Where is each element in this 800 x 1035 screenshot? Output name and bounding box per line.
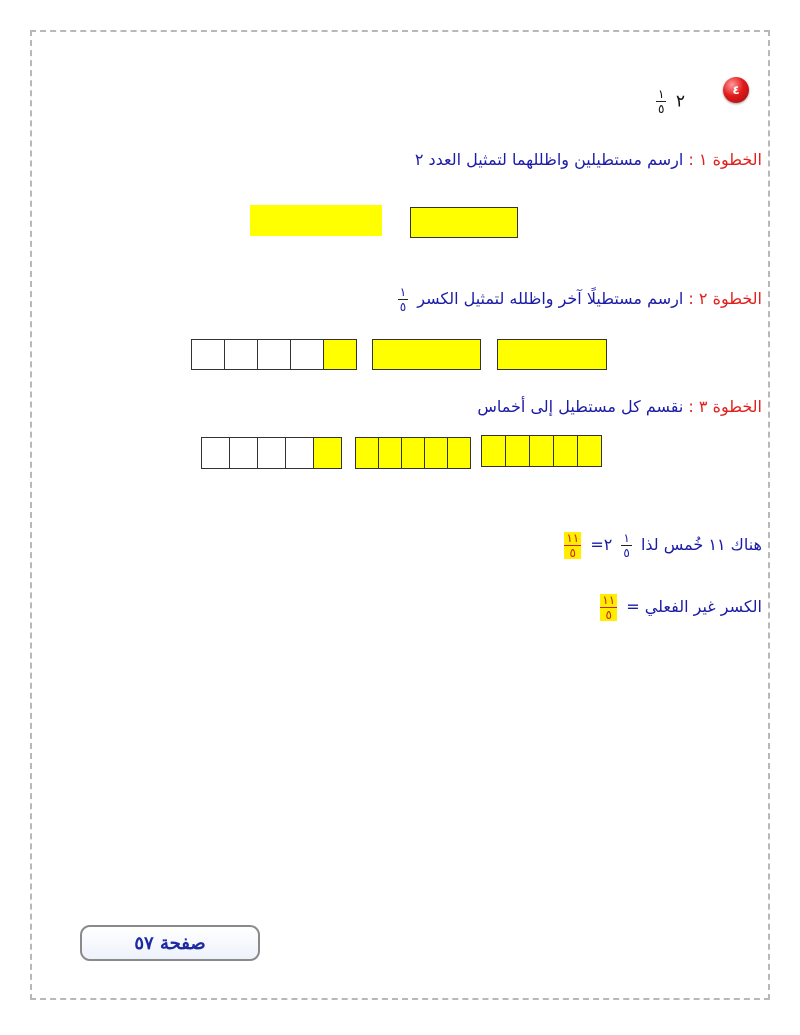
mixed-number-whole: ٢ [675,91,685,112]
fifth-cell-shaded [505,435,530,467]
result2-line [596,594,762,621]
fifth-cell [285,437,314,469]
fraction-denominator: ٥ [623,546,630,560]
step3-label: الخطوة ٣ : [688,397,762,416]
mixed-number-fraction [656,88,666,115]
step2-fraction [398,286,408,313]
fraction-numerator: ١ [399,285,407,299]
fifth-cell [257,339,291,370]
fifth-cell-shaded [553,435,578,467]
step1-rectangle-right [410,207,518,238]
fifth-cell-shaded [577,435,602,467]
fifth-cell-shaded [313,437,342,469]
step2-line [394,286,762,313]
fraction-numerator: ١ [623,531,630,545]
fraction-denominator: ٥ [399,300,407,314]
fifth-cell [290,339,324,370]
step1-rectangle-left [250,205,382,236]
fifth-cell-shaded [529,435,554,467]
fifth-cell [229,437,258,469]
step2-rectangle-right [497,339,607,370]
result1-line [560,532,762,559]
fraction-denominator: ٥ [605,608,612,622]
step2-label: الخطوة ٢ : [688,289,762,308]
fifth-cell [224,339,258,370]
fifth-cell-shaded [401,437,425,469]
fifth-cell-shaded [355,437,379,469]
result2-equals: = [626,597,640,616]
fifth-cell [257,437,286,469]
fraction-numerator: ١١ [566,531,580,545]
fifth-cell [191,339,225,370]
fifth-cell-shaded [378,437,402,469]
fifth-cell-shaded [323,339,357,370]
step1-line [415,150,762,169]
page-border [30,30,770,1000]
result1-text: هناك ١١ خُمس لذا [640,535,762,554]
fraction-denominator: ٥ [658,102,665,116]
step3-line [477,397,762,416]
fraction-numerator: ١ [658,87,665,101]
fraction-denominator: ٥ [569,546,576,560]
step2-rectangle-middle [372,339,481,370]
result1-improper-fraction [564,532,581,559]
step1-text: ارسم مستطيلين واظللهما لتمثيل العدد ٢ [414,150,684,169]
page-number-label [80,925,260,961]
fifth-cell-shaded [447,437,471,469]
result1-whole: ٢ [603,535,613,554]
mixed-number [652,88,685,115]
page-number-text: صفحة ٥٧ [134,932,206,954]
result2-text: الكسر غير الفعلي [644,597,762,616]
result1-mixed-fraction [621,532,631,559]
badge-glyph: ٤ [732,83,740,97]
fraction-numerator: ١١ [602,593,616,607]
step2-text: ارسم مستطيلًا آخر واظلله لتمثيل الكسر [417,289,684,308]
result2-improper-fraction [600,594,617,621]
step3-text: نقسم كل مستطيل إلى أخماس [477,397,684,416]
number-badge-icon [723,77,749,103]
fifth-cell [201,437,230,469]
step1-label: الخطوة ١ : [688,150,762,169]
fifth-cell-shaded [481,435,506,467]
result1-equals: = [590,535,604,554]
fifth-cell-shaded [424,437,448,469]
